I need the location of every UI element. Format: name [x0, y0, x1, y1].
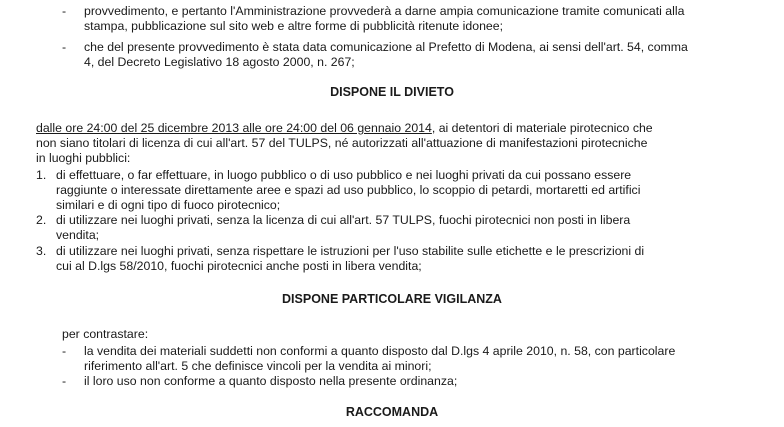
- section1-item1-line2: raggiunte o interessate direttamente aree e spazi ad uso pubblico, lo scoppio di petardi, mortaretti ed artifici: [56, 183, 641, 197]
- para-line1-rest: , ai detentori di materiale pirotecnico che: [431, 121, 653, 135]
- heading-dispone-divieto: DISPONE IL DIVIETO: [330, 85, 454, 99]
- period-underlined: dalle ore 24:00 del 25 dicembre 2013 alle ore 24:00 del 06 gennaio 2014: [36, 121, 432, 135]
- section1-para-line2: non siano titolari di licenza di cui all'art. 57 del TULPS, né autorizzati all'attuazione di manifestazioni pirotecniche: [36, 136, 648, 150]
- section1-item2-line1: di utilizzare nei luoghi privati, senza la licenza di cui all'art. 57 TULPS, fuochi pirotecnici non posti in libera: [56, 213, 631, 227]
- section2-item1-line2: riferimento all'art. 5 che definisce vincoli per la vendita ai minori;: [84, 359, 432, 373]
- section1-para-line3: in luoghi pubblici:: [36, 151, 131, 165]
- list-dash: -: [62, 344, 67, 358]
- intro-item2-line2: 4, del Decreto Legislativo 18 agosto 2000, n. 267;: [84, 55, 355, 69]
- section2-item2-line1: il loro uso non conforme a quanto disposto nella presente ordinanza;: [84, 374, 458, 388]
- list-dash: -: [62, 40, 67, 54]
- heading-dispone-vigilanza: DISPONE PARTICOLARE VIGILANZA: [282, 292, 502, 306]
- list-dash: -: [62, 374, 67, 388]
- intro-item1-line2: stampa, pubblicazione sul sito web e altre forme di pubblicità ritenute idonee;: [84, 19, 504, 33]
- intro-item1-line1: provvedimento, e pertanto l'Amministrazione provvederà a darne ampia comunicazione tramite comunicati alla: [84, 4, 685, 18]
- section2-intro: per contrastare:: [62, 327, 149, 341]
- heading-raccomanda: RACCOMANDA: [345, 405, 439, 419]
- list-dash: -: [62, 4, 67, 18]
- section1-item3-line2: cui al D.lgs 58/2010, fuochi pirotecnici anche posti in libera vendita;: [56, 259, 422, 273]
- item-number: 1.: [36, 168, 47, 182]
- section1-item2-line2: vendita;: [56, 228, 100, 242]
- section1-item1-line3: similari e di ogni tipo di fuoco pirotecnico;: [56, 198, 281, 212]
- section1-item3-line1: di utilizzare nei luoghi privati, senza rispettare le istruzioni per l'uso stabilite sulle etichette e le prescrizioni di: [56, 244, 645, 258]
- section2-item1-line1: la vendita dei materiali suddetti non conformi a quanto disposto dal D.lgs 4 aprile 2010, n. 58, con particolare: [84, 344, 676, 358]
- section1-item1-line1: di effettuare, o far effettuare, in luogo pubblico o di uso pubblico e nei luoghi privati da cui possano essere: [56, 168, 632, 182]
- section1-para-line1: [36, 121, 653, 136]
- item-number: 3.: [36, 244, 47, 258]
- intro-item2-line1: che del presente provvedimento è stata data comunicazione al Prefetto di Modena, ai sensi dell'art. 54, comma: [84, 40, 688, 54]
- item-number: 2.: [36, 213, 47, 227]
